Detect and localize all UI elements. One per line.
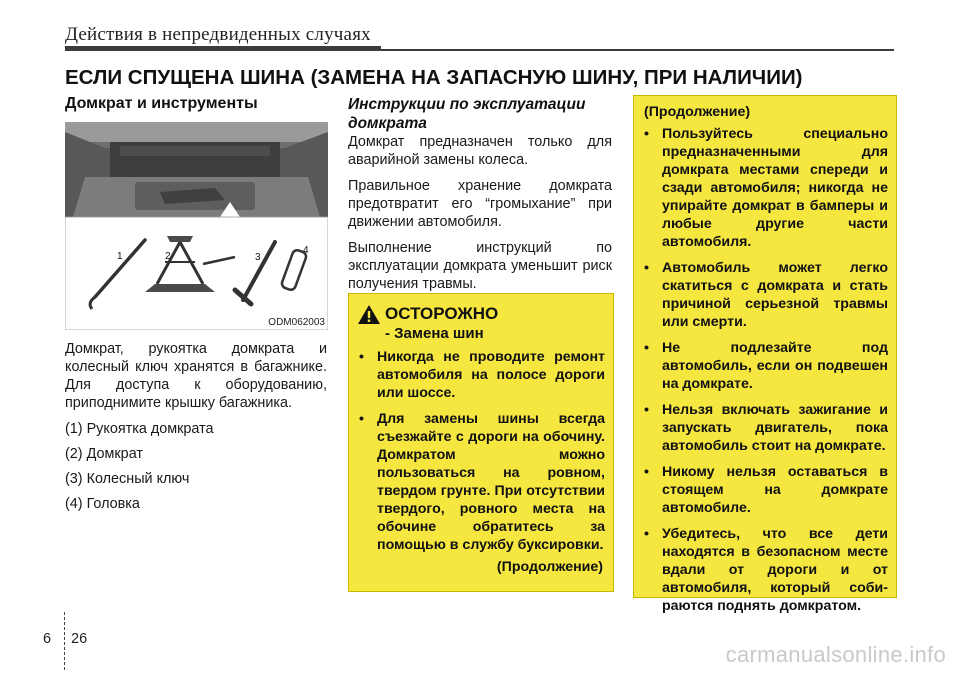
list-item: • Никому нельзя оставаться в стоящем на домкрате автомобиле. xyxy=(640,463,888,517)
section-title: ЕСЛИ СПУЩЕНА ШИНА (ЗАМЕНА НА ЗАПАСНУЮ ШИНУ, ПРИ НАЛИЧИИ) xyxy=(65,66,803,89)
continuation-bullets xyxy=(640,125,888,623)
tools-figure xyxy=(65,122,328,330)
chapter-title: Действия в непредвиденных случаях xyxy=(65,24,371,45)
warning-triangle-icon xyxy=(357,304,381,325)
header-rule-thin xyxy=(381,49,894,51)
chapter-number: 6 xyxy=(43,631,52,647)
instruction-paragraph: Правильное хранение домкрата предотвратит его “громыхание” при движении автомобиля. xyxy=(348,178,612,230)
figure-label-2: 2 xyxy=(165,251,171,262)
figure-label-3: 3 xyxy=(255,252,261,263)
list-item: • Пользуйтесь специально предназначенными для домкрата местами спереди и сзади автомобиля; никогда не упирайте домкрат в бамперы и любые другие части автомобиля. xyxy=(640,125,888,251)
warning-title: ОСТОРОЖНО xyxy=(385,304,499,323)
list-item: • Для замены шины всегда съезжайте с дороги на обочину. Домкратом можно пользоваться на ровном, твердом грунте. При отсутствии твердого, ровного места на обочине обратитесь за помощью в службу буксировки. xyxy=(355,410,605,554)
list-item: • Автомобиль может легко скатиться с домкрата и стать причиной серьезной травмы или смерти. xyxy=(640,259,888,331)
watermark: carmanualsonline.info xyxy=(725,642,946,667)
warning-continued: (Продолжение) xyxy=(496,559,603,575)
header-rule-thick xyxy=(65,46,381,51)
list-item: • Не подлезайте под автомобиль, если он подвешен на домкрате. xyxy=(640,339,888,393)
tool-item: (2) Домкрат xyxy=(65,446,143,462)
list-item: • Никогда не проводите ремонт автомобиля на полосе дороги или шоссе. xyxy=(355,348,605,402)
tools-paragraph: Домкрат, рукоятка домкрата и колесный ключ хранятся в багажнике. Для доступа к оборудованию, приподнимите крышку багажника. xyxy=(65,341,327,411)
jack-instructions-heading: Инструкции по эксплуатации домкрата xyxy=(348,96,586,132)
page-number: 26 xyxy=(71,631,88,647)
trunk-illustration xyxy=(65,122,328,330)
jack-instructions-text xyxy=(348,133,612,301)
instruction-paragraph: Выполнение инструкций по эксплуатации домкрата уменьшит риск получения травмы. xyxy=(348,240,612,292)
figure-label-1: 1 xyxy=(117,251,123,262)
instruction-paragraph: Домкрат предназначен только для аварийной замены колеса. xyxy=(348,134,612,168)
page-divider xyxy=(64,612,65,670)
figure-code: ODM062003 xyxy=(268,317,325,328)
warning-bullets xyxy=(355,348,605,562)
continuation-box xyxy=(633,95,897,614)
tool-item: (1) Рукоятка домкрата xyxy=(65,421,214,437)
list-item: • Нельзя включать зажигание и запускать двигатель, пока автомобиль стоит на домкрате. xyxy=(640,401,888,455)
tool-item: (4) Головка xyxy=(65,496,140,512)
continuation-label: (Продолжение) xyxy=(644,104,751,120)
figure-label-4: 4 xyxy=(303,245,309,256)
warning-subtitle: - Замена шин xyxy=(385,325,484,342)
list-item: • Убедитесь, что все дети находятся в безопасном месте вдали от дороги и от автомобиля, который соби-раются поднять домкратом. xyxy=(640,525,888,615)
warning-box xyxy=(348,293,614,592)
tools-heading: Домкрат и инструменты xyxy=(65,95,258,112)
tool-item: (3) Колесный ключ xyxy=(65,471,190,487)
tools-text xyxy=(65,340,327,520)
